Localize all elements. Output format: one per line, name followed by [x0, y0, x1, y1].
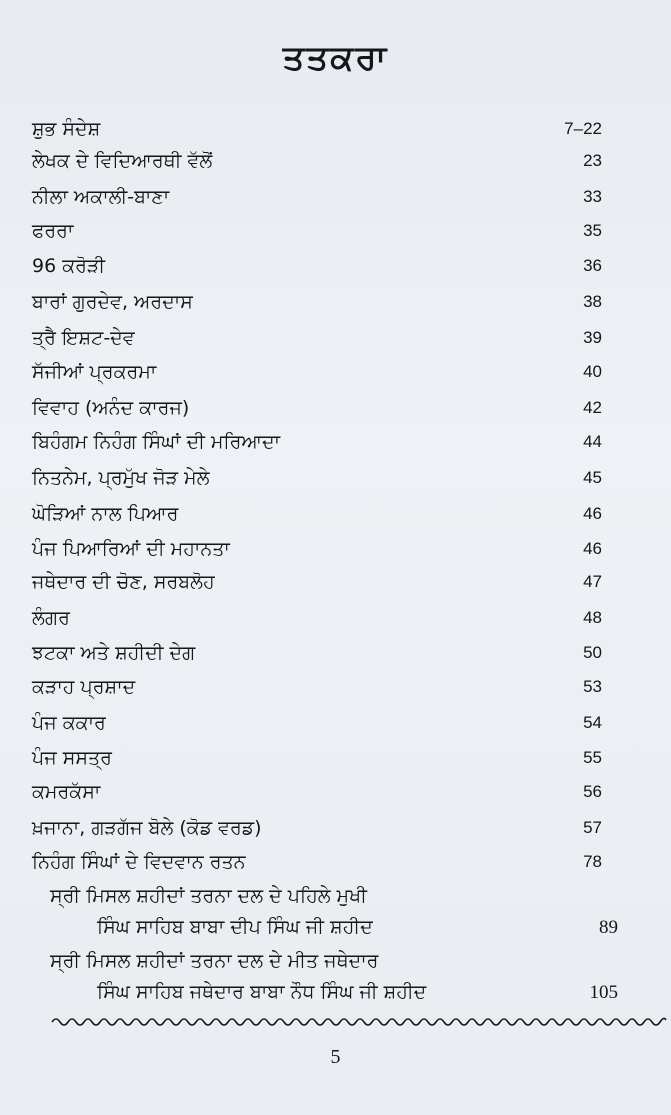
toc-entry-title: ਵਿਵਾਹ (ਅਨੰਦ ਕਾਰਜ): [32, 397, 190, 419]
toc-entry-title: ਪੰਜ ਸਸਤ੍ਰ: [32, 747, 112, 769]
toc-entry-page: 50: [583, 643, 602, 662]
toc-entry-title: ਨੀਲਾ ਅਕਾਲੀ-ਬਾਣਾ: [32, 186, 170, 208]
toc-entry-page: 46: [583, 539, 602, 558]
toc-entry-title: ਸੱਜੀਆਂ ਪ੍ਰਕਰਮਾ: [32, 361, 157, 383]
toc-entry-page: 78: [583, 852, 602, 871]
toc-entry-page: 54: [583, 713, 602, 732]
toc-entry-title: ਬਾਰਾਂ ਗੁਰਦੇਵ, ਅਰਦਾਸ: [32, 291, 193, 313]
toc-entry-page: 39: [583, 328, 602, 347]
toc-entry-title: ਬਿਹੰਗਮ ਨਿਹੰਗ ਸਿੰਘਾਂ ਦੀ ਮਰਿਆਦਾ: [32, 431, 281, 453]
toc-entry-title-line2: ਸਿੰਘ ਸਾਹਿਬ ਜਥੇਦਾਰ ਬਾਬਾ ਨੌਧ ਸਿੰਘ ਜੀ ਸ਼ਹੀਦ: [97, 981, 427, 1003]
toc-entry-page: 44: [583, 432, 602, 451]
toc-entry-page: 89: [599, 917, 618, 938]
toc-entry-title: ਪੰਜ ਪਿਆਰਿਆਂ ਦੀ ਮਹਾਨਤਾ: [32, 538, 230, 560]
toc-entry-page: 45: [583, 468, 602, 487]
toc-entry-title-line2: ਸਿੰਘ ਸਾਹਿਬ ਬਾਬਾ ਦੀਪ ਸਿੰਘ ਜੀ ਸ਼ਹੀਦ: [97, 916, 373, 938]
toc-entry-title: ਲੰਗਰ: [32, 607, 70, 629]
toc-entry-title: ਤ੍ਰੈ ਇਸ਼ਟ-ਦੇਵ: [32, 327, 135, 349]
wavy-divider: [50, 1012, 670, 1032]
page-number: 5: [330, 1046, 341, 1068]
toc-entry-title: ਪੰਜ ਕਕਾਰ: [32, 712, 106, 734]
toc-entry-page: 7–22: [564, 119, 602, 138]
toc-entry-page: 57: [583, 818, 602, 837]
toc-entry-page: 56: [583, 782, 602, 801]
toc-entry-title: ਨਿਤਨੇਮ, ਪ੍ਰਮੁੱਖ ਜੋੜ ਮੇਲੇ: [32, 467, 210, 489]
page-title: ਤਤਕਰਾ: [282, 38, 389, 78]
toc-entry-page: 46: [583, 504, 602, 523]
toc-entry-page: 36: [583, 256, 602, 275]
toc-entry-page: 53: [583, 677, 602, 696]
toc-entry-title: 96 ਕਰੋੜੀ: [32, 255, 106, 277]
toc-entry-title: ਨਿਹੰਗ ਸਿੰਘਾਂ ਦੇ ਵਿਦਵਾਨ ਰਤਨ: [32, 851, 246, 873]
toc-entry-page: 40: [583, 362, 602, 381]
toc-entry-page: 35: [583, 221, 602, 240]
toc-entry-title: ਕੜਾਹ ਪ੍ਰਸ਼ਾਦ: [32, 676, 136, 698]
toc-entry-title: ਘੋੜਿਆਂ ਨਾਲ ਪਿਆਰ: [32, 503, 179, 525]
toc-entry-page: 38: [583, 292, 602, 311]
toc-entry-page: 33: [583, 187, 602, 206]
toc-entry-page: 42: [583, 398, 602, 417]
toc-entry-page: 23: [583, 151, 602, 170]
toc-entry-title: ਜਥੇਦਾਰ ਦੀ ਚੋਣ, ਸਰਬਲੋਹ: [32, 571, 215, 593]
toc-entry-page: 55: [583, 748, 602, 767]
toc-entry-page: 105: [589, 982, 618, 1003]
toc-entry-title: ਖ਼ਜਾਨਾ, ਗੜਗੱਜ ਬੋਲੇ (ਕੋਡ ਵਰਡ): [32, 817, 262, 839]
toc-entry-title: ਲੇਖਕ ਦੇ ਵਿਦਿਆਰਥੀ ਵੱਲੋਂ: [32, 150, 213, 172]
toc-entry-title: ਕਮਰਕੱਸਾ: [32, 781, 101, 803]
toc-entry-title: ਝਟਕਾ ਅਤੇ ਸ਼ਹੀਦੀ ਦੇਗ: [32, 642, 196, 664]
toc-entry-title-line1: ਸ੍ਰੀ ਮਿਸਲ ਸ਼ਹੀਦਾਂ ਤਰਨਾ ਦਲ ਦੇ ਪਹਿਲੇ ਮੁਖੀ: [50, 885, 367, 907]
toc-entry-page: 47: [583, 572, 602, 591]
toc-entry-page: 48: [583, 608, 602, 627]
toc-entry-title-line1: ਸ੍ਰੀ ਮਿਸਲ ਸ਼ਹੀਦਾਂ ਤਰਨਾ ਦਲ ਦੇ ਮੀਤ ਜਥੇਦਾਰ: [50, 950, 379, 972]
toc-entry-title: ਸ਼ੁਭ ਸੰਦੇਸ਼: [32, 118, 101, 140]
toc-entry-title: ਫਰਰਾ: [32, 220, 74, 242]
